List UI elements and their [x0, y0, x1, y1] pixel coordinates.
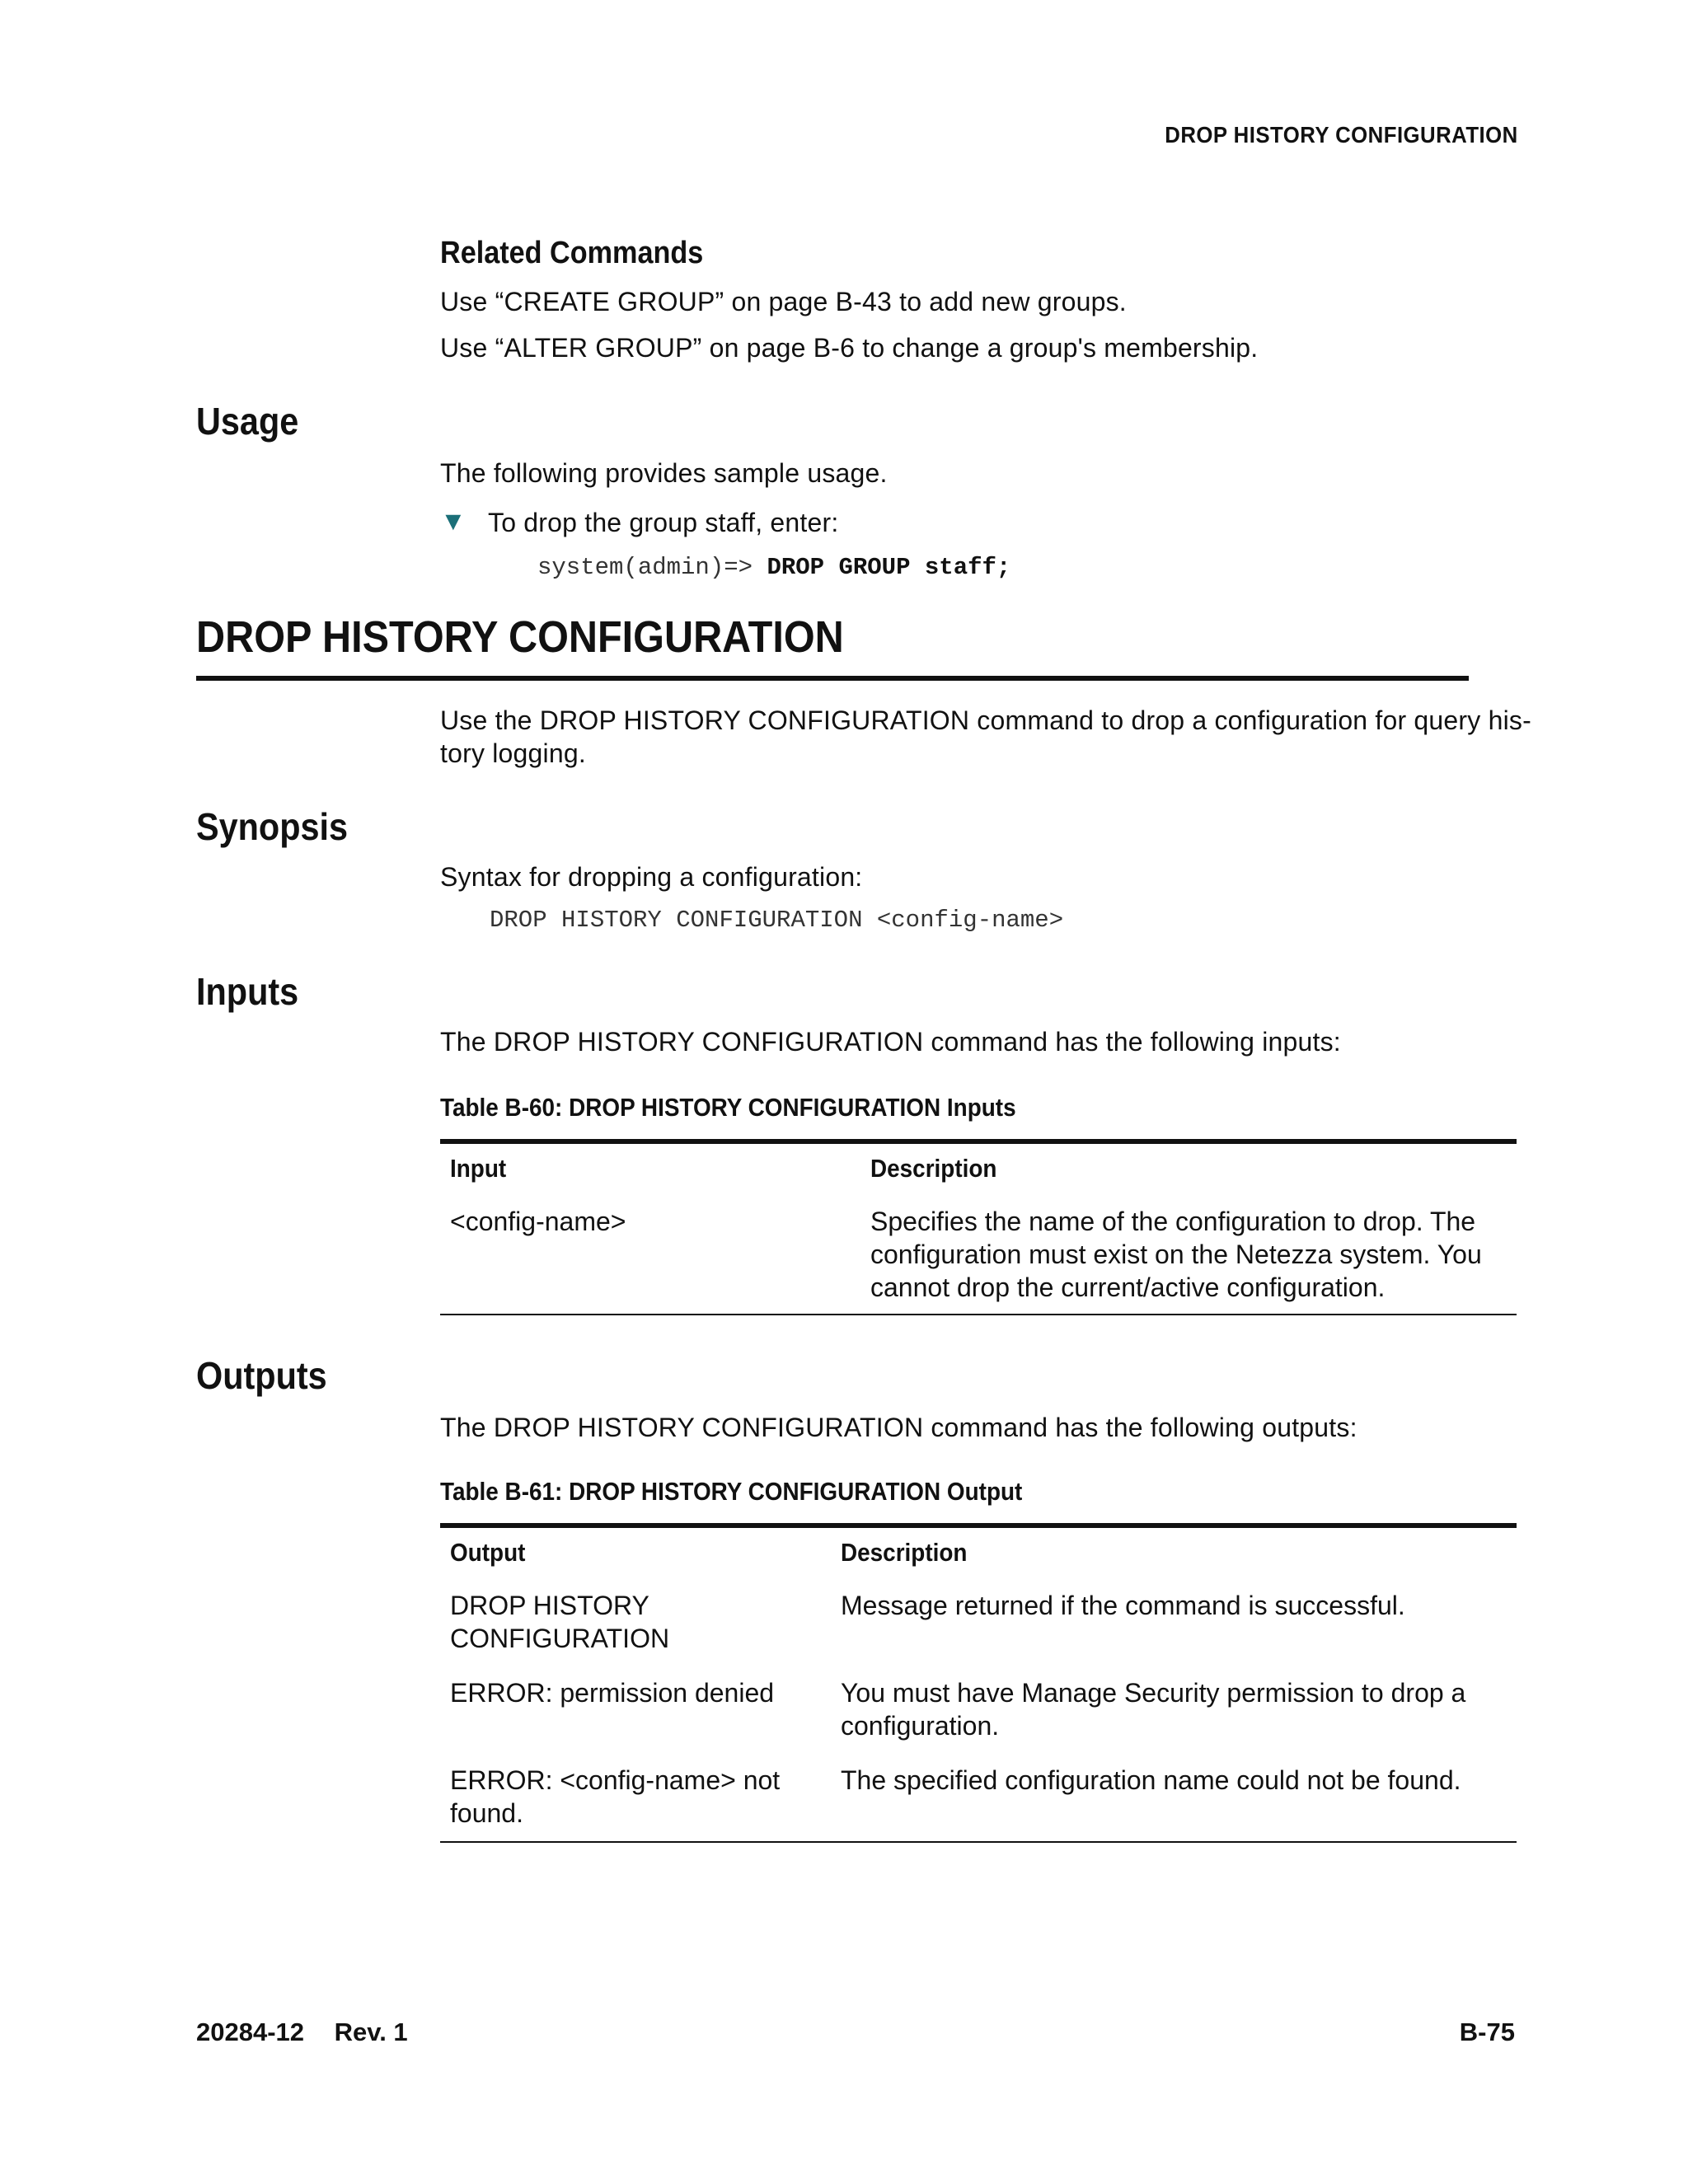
inputs-row-description-line: configuration must exist on the Netezza system. You [870, 1240, 1482, 1269]
related-command-create-group: Use “CREATE GROUP” on page B-43 to add new groups. [440, 287, 1127, 316]
inputs-row-description-line: Specifies the name of the configuration to drop. The [870, 1207, 1476, 1236]
outputs-row-name-line: CONFIGURATION [450, 1624, 670, 1653]
inputs-table-top-rule [440, 1139, 1517, 1144]
synopsis-heading: Synopsis [196, 805, 349, 848]
outputs-row-description-line: configuration. [841, 1711, 1000, 1741]
inputs-heading: Inputs [196, 970, 299, 1013]
code-prompt: system(admin)=> [537, 554, 753, 581]
inputs-intro: The DROP HISTORY CONFIGURATION command has the following inputs: [440, 1027, 1341, 1057]
synopsis-text: Syntax for dropping a configuration: [440, 862, 863, 892]
outputs-row-name-line: ERROR: permission denied [450, 1678, 775, 1708]
inputs-col-input-header: Input [450, 1154, 507, 1183]
outputs-row-description [841, 1676, 1465, 1742]
usage-step: To drop the group staff, enter: [488, 508, 839, 537]
outputs-intro: The DROP HISTORY CONFIGURATION command has the following outputs: [440, 1413, 1357, 1442]
footer-doc-number [196, 2018, 408, 2047]
related-commands-heading: Related Commands [440, 236, 704, 270]
inputs-table-caption: Table B-60: DROP HISTORY CONFIGURATION Inputs [440, 1093, 1016, 1122]
footer-page-number: B-75 [1459, 2018, 1515, 2046]
code-command: DROP GROUP staff; [767, 554, 1011, 581]
inputs-row-description-line: cannot drop the current/active configuration. [870, 1272, 1386, 1302]
usage-intro: The following provides sample usage. [440, 458, 888, 488]
inputs-row-description [870, 1205, 1513, 1304]
outputs-row-name [450, 1589, 669, 1655]
outputs-row-description [841, 1589, 1405, 1622]
outputs-col-output-header: Output [450, 1538, 526, 1567]
section-intro-line-1: Use the DROP HISTORY CONFIGURATION command to drop a configuration for query his- [440, 705, 1531, 735]
doc-number: 20284-12 [196, 2018, 305, 2046]
usage-code-example [537, 554, 1010, 581]
outputs-col-description-header: Description [841, 1538, 968, 1567]
running-header: DROP HISTORY CONFIGURATION [1165, 122, 1518, 148]
synopsis-code: DROP HISTORY CONFIGURATION <config-name> [490, 907, 1064, 934]
outputs-table-top-rule [440, 1523, 1517, 1528]
inputs-row-name: <config-name> [450, 1207, 626, 1236]
section-intro-line-2: tory logging. [440, 738, 586, 768]
revision: Rev. 1 [334, 2018, 408, 2046]
outputs-row-description-line: You must have Manage Security permission to drop a [841, 1678, 1466, 1708]
triangle-bullet-icon: ▼ [440, 506, 467, 536]
outputs-row-name [450, 1764, 780, 1830]
outputs-heading: Outputs [196, 1354, 327, 1397]
outputs-row-name [450, 1676, 774, 1709]
inputs-col-description-header: Description [870, 1154, 997, 1183]
outputs-row-name-line: ERROR: <config-name> not [450, 1765, 781, 1795]
outputs-table-bottom-rule [440, 1841, 1517, 1843]
outputs-row-name-line: found. [450, 1798, 523, 1828]
outputs-row-description-line: Message returned if the command is successful. [841, 1591, 1405, 1620]
section-title: DROP HISTORY CONFIGURATION [196, 612, 844, 662]
usage-heading: Usage [196, 400, 299, 443]
outputs-table-caption: Table B-61: DROP HISTORY CONFIGURATION Output [440, 1477, 1023, 1506]
section-title-rule [196, 676, 1469, 681]
related-command-alter-group: Use “ALTER GROUP” on page B-6 to change a group's membership. [440, 333, 1259, 363]
inputs-table-bottom-rule [440, 1314, 1517, 1315]
outputs-row-description [841, 1764, 1461, 1797]
outputs-row-name-line: DROP HISTORY [450, 1591, 649, 1620]
outputs-row-description-line: The specified configuration name could not be found. [841, 1765, 1461, 1795]
